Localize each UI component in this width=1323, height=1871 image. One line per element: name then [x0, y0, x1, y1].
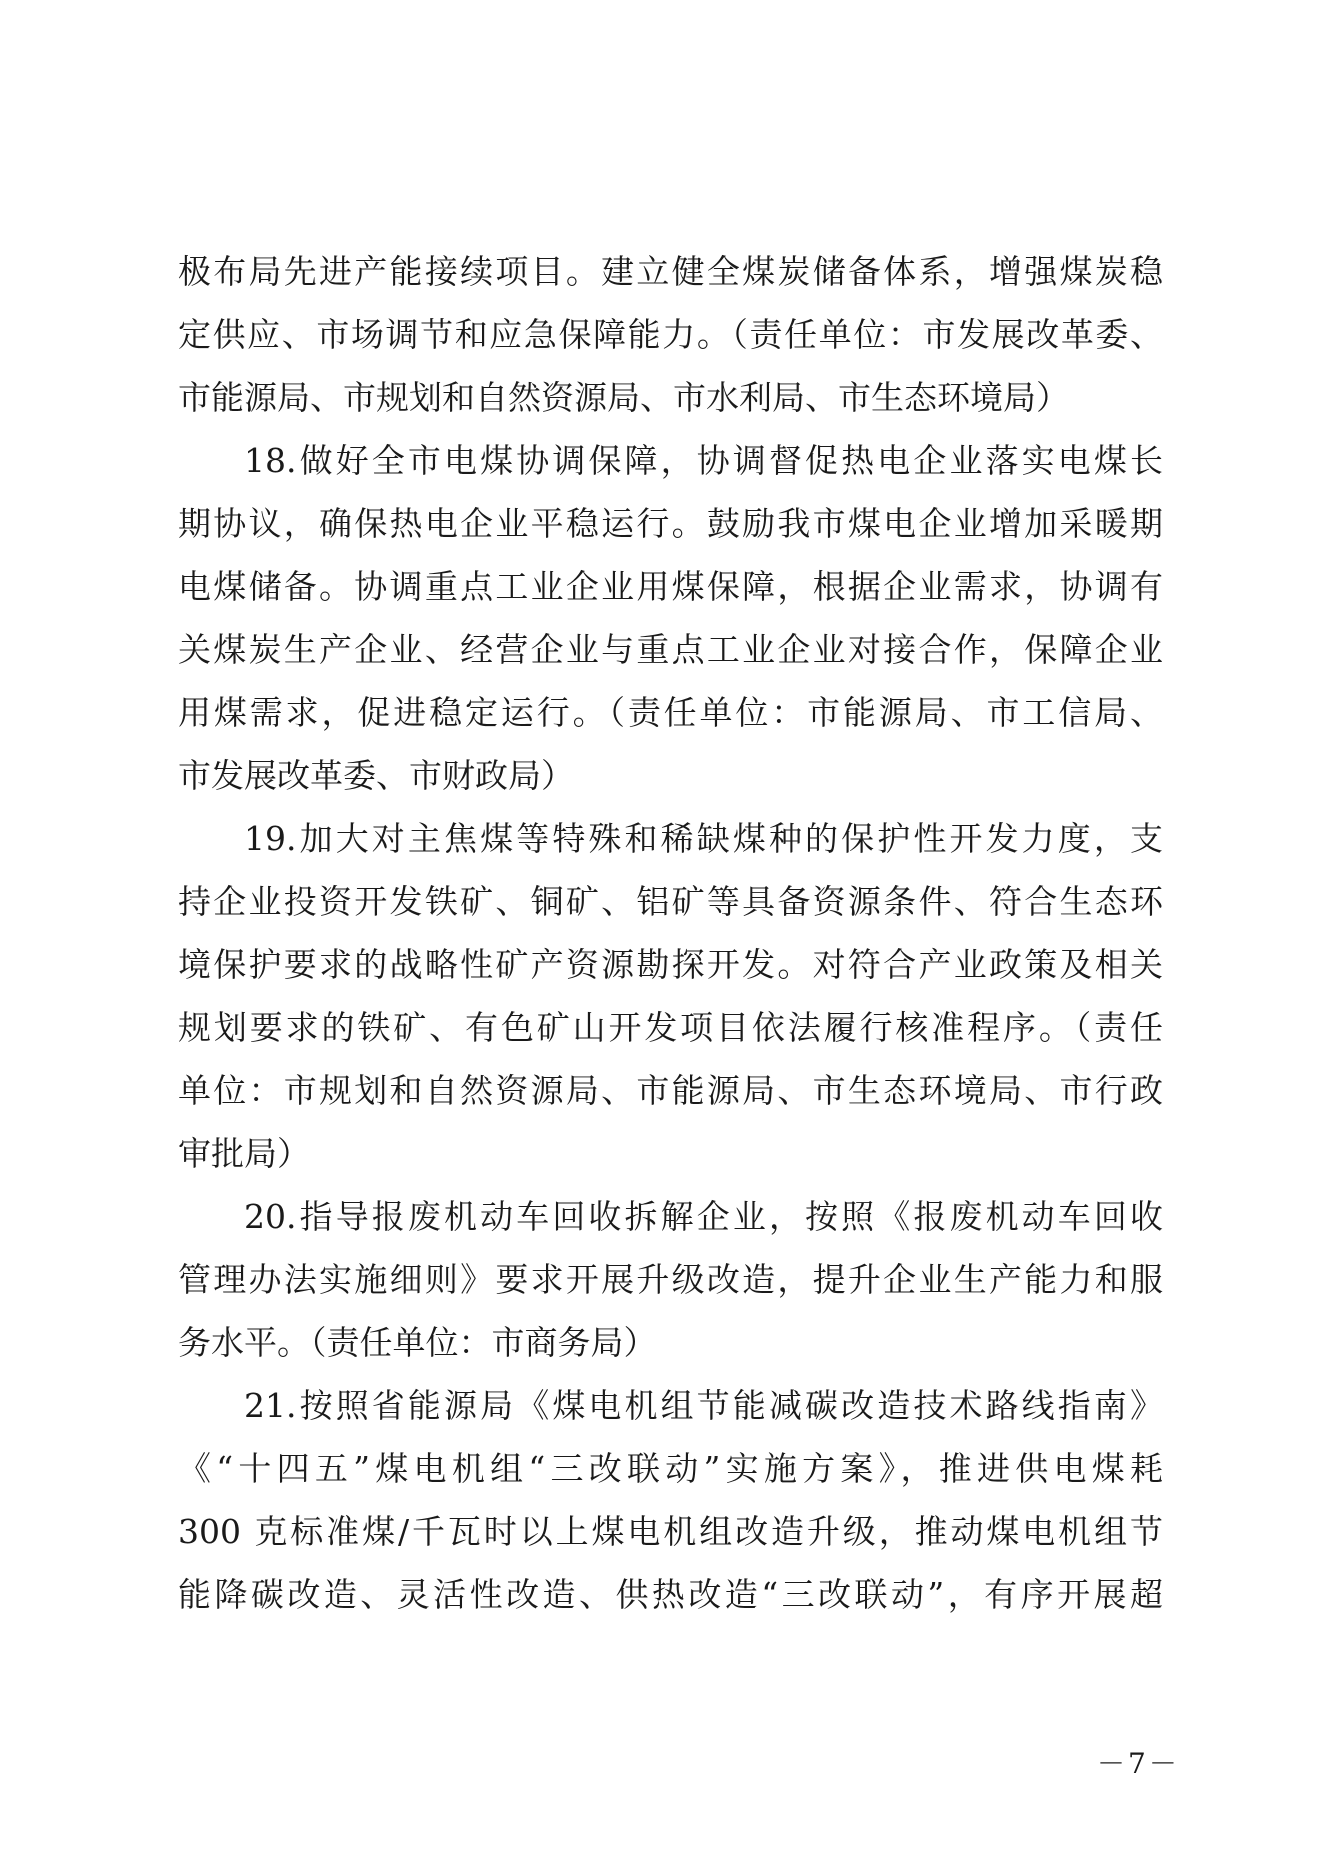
- text-line: 市发展改革委、市财政局）: [178, 756, 574, 795]
- text-line: 规划要求的铁矿、有色矿山开发项目依法履行核准程序。（责任: [178, 1008, 1163, 1047]
- page-number: －7－: [1097, 1747, 1180, 1780]
- item-18-first-line: 18.做好全市电煤协调保障，协调督促热电企业落实电煤长: [244, 441, 1163, 480]
- text-line: 用煤需求，促进稳定运行。（责任单位：市能源局、市工信局、: [178, 693, 1163, 732]
- text-line: 持企业投资开发铁矿、铜矿、铝矿等具备资源条件、符合生态环: [178, 882, 1163, 921]
- item-19-first-line: 19.加大对主焦煤等特殊和稀缺煤种的保护性开发力度，支: [244, 819, 1163, 858]
- text-line: 极布局先进产能接续项目。建立健全煤炭储备体系，增强煤炭稳: [178, 252, 1163, 291]
- text-line: 务水平。（责任单位：市商务局）: [178, 1323, 657, 1362]
- text-line: 期协议，确保热电企业平稳运行。鼓励我市煤电企业增加采暖期: [178, 504, 1163, 543]
- text-line: 管理办法实施细则》要求开展升级改造，提升企业生产能力和服: [178, 1260, 1163, 1299]
- text-line: 境保护要求的战略性矿产资源勘探开发。对符合产业政策及相关: [178, 945, 1163, 984]
- item-20-first-line: 20.指导报废机动车回收拆解企业，按照《报废机动车回收: [244, 1197, 1163, 1236]
- text-line: 300 克标准煤/千瓦时以上煤电机组改造升级，推动煤电机组节: [178, 1512, 1163, 1551]
- text-line: 《“十四五”煤电机组“三改联动”实施方案》，推进供电煤耗: [178, 1449, 1163, 1488]
- body-text: [178, 240, 1163, 1626]
- text-line: 关煤炭生产企业、经营企业与重点工业企业对接合作，保障企业: [178, 630, 1163, 669]
- item-21-first-line: 21.按照省能源局《煤电机组节能减碳改造技术路线指南》: [244, 1386, 1163, 1425]
- text-line: 定供应、市场调节和应急保障能力。（责任单位：市发展改革委、: [178, 315, 1163, 354]
- text-line: 能降碳改造、灵活性改造、供热改造“三改联动”，有序开展超: [178, 1575, 1163, 1614]
- text-line: 单位：市规划和自然资源局、市能源局、市生态环境局、市行政: [178, 1071, 1163, 1110]
- text-line: 电煤储备。协调重点工业企业用煤保障，根据企业需求，协调有: [178, 567, 1163, 606]
- text-line: 审批局）: [178, 1134, 310, 1173]
- text-line: 市能源局、市规划和自然资源局、市水利局、市生态环境局）: [178, 378, 1069, 417]
